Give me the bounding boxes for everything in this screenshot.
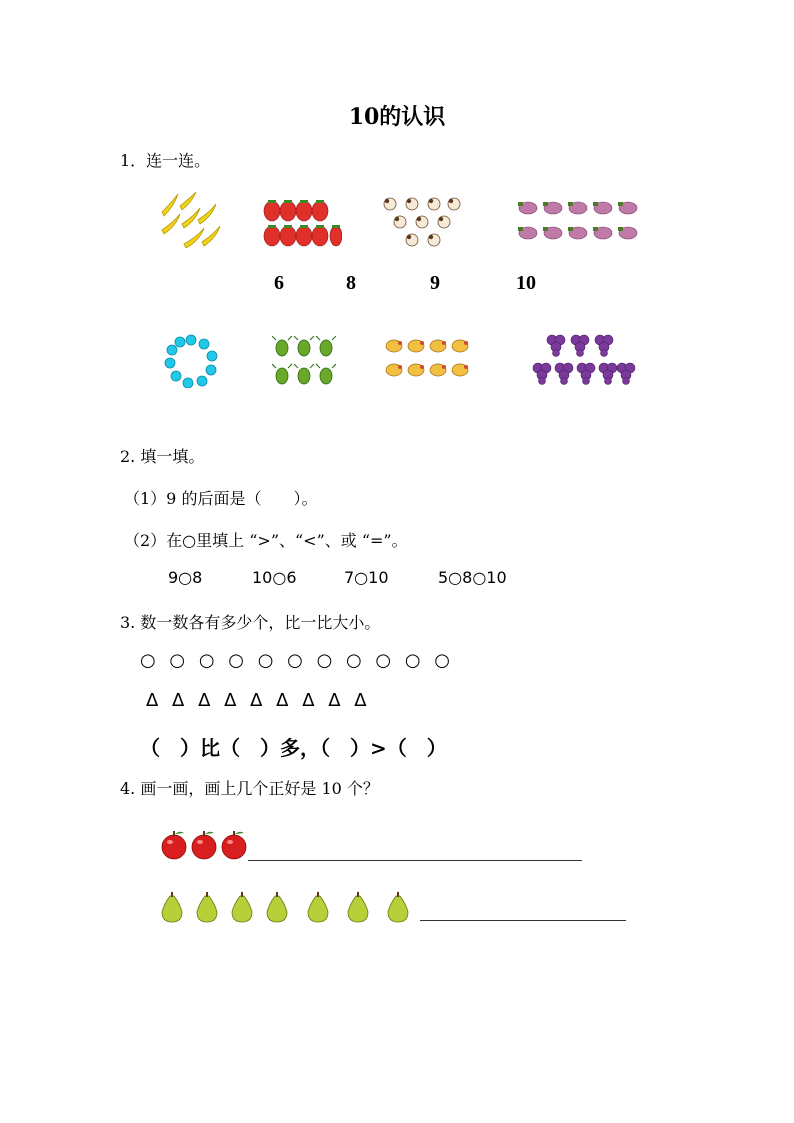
comparison-4: 5○8○10: [438, 568, 507, 587]
number-9: 9: [430, 272, 440, 294]
apple-icon: [160, 830, 248, 860]
strawberry-icon: [262, 196, 342, 250]
q2-item1: （1）9 的后面是（ ）。: [124, 489, 318, 508]
grasshopper-icon: [272, 336, 336, 390]
page-title: 10的认识: [348, 104, 446, 130]
q2-item2: （2）在○里填上 “>”、“<”、或 “=”。: [124, 531, 408, 550]
comparison-1: 9○8: [168, 568, 203, 587]
bird-icon: [384, 336, 472, 382]
pear-answer-line[interactable]: [420, 920, 626, 921]
comparison-2: 10○6: [252, 568, 297, 587]
number-8: 8: [346, 272, 356, 294]
apple-answer-line[interactable]: [248, 860, 582, 861]
compare-sentence: （ ）比（ ）多，（ ）>（ ）: [140, 736, 447, 760]
triangle-row: Δ Δ Δ Δ Δ Δ Δ Δ Δ: [146, 690, 371, 711]
bead-ring-icon: [164, 334, 218, 388]
q4-heading: 4. 画一画，画上几个正好是 10 个？: [120, 779, 379, 798]
number-10: 10: [516, 272, 536, 294]
banana-icon: [158, 192, 224, 248]
grape-icon: [532, 332, 636, 388]
q1-heading: 1．连一连。: [120, 151, 211, 170]
pear-icon: [158, 892, 414, 924]
number-6: 6: [274, 272, 284, 294]
circle-row: ○ ○ ○ ○ ○ ○ ○ ○ ○ ○ ○: [140, 650, 454, 671]
q3-heading: 3. 数一数各有多少个，比一比大小。: [120, 613, 381, 632]
q2-heading: 2. 填一填。: [120, 447, 205, 466]
puppy-icon: [382, 194, 464, 250]
eggplant-icon: [516, 196, 640, 246]
comparison-3: 7○10: [344, 568, 389, 587]
